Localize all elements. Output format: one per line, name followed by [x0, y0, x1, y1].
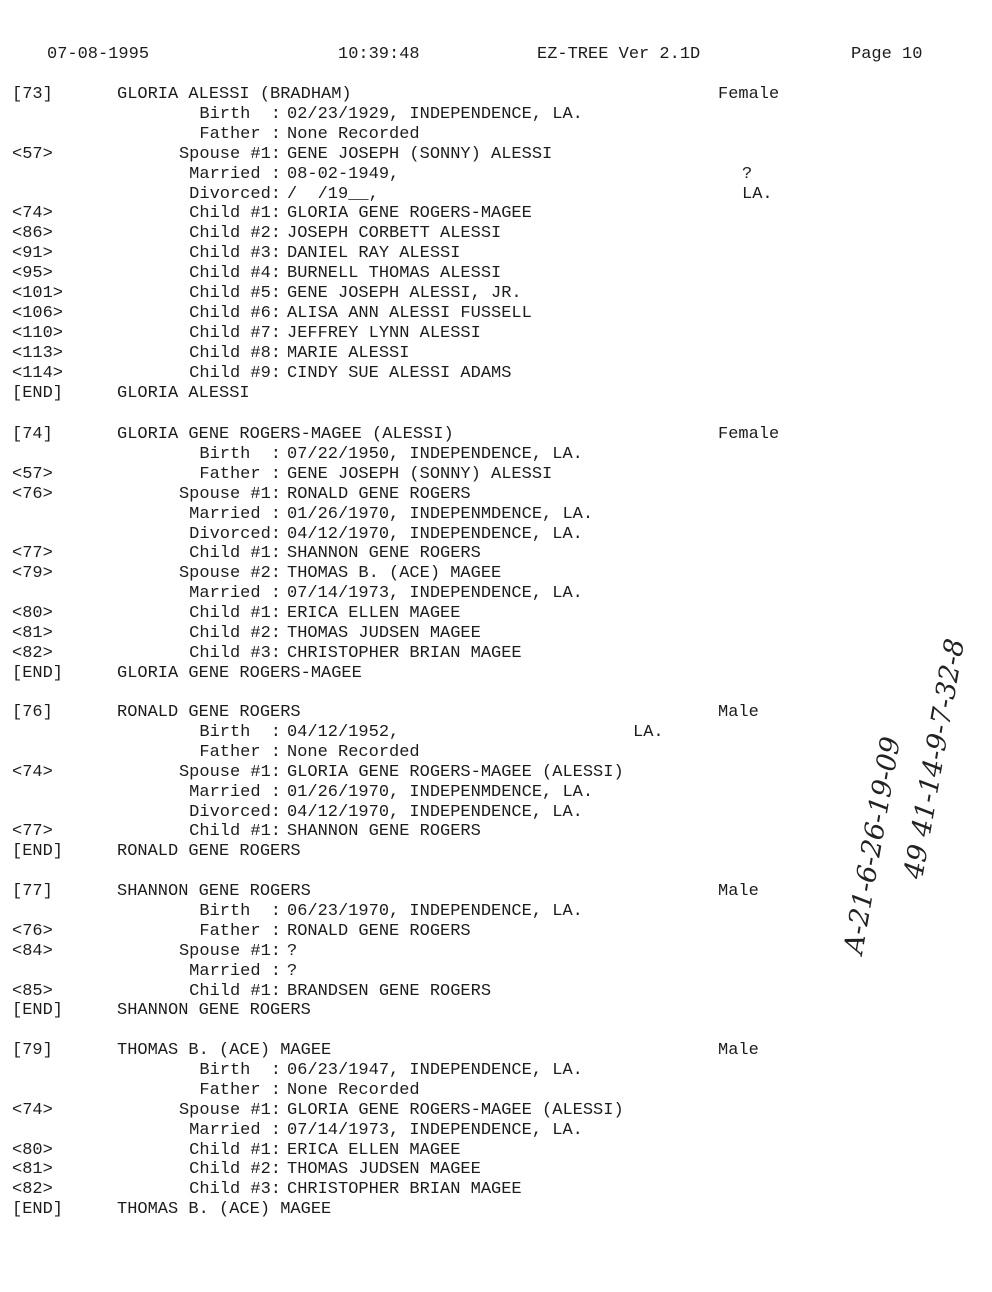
cross-reference-id: <106> — [12, 303, 64, 323]
field-value: GENE JOSEPH (SONNY) ALESSI — [287, 464, 553, 484]
field-extra: LA. — [633, 722, 664, 742]
field-value: SHANNON GENE ROGERS — [287, 822, 481, 842]
field-label: Married : — [189, 1120, 281, 1140]
field-label: Married : — [189, 504, 281, 524]
field-value: THOMAS JUDSEN MAGEE — [287, 624, 481, 643]
record-end-marker: [END] — [12, 383, 64, 403]
cross-reference-id: <77> — [12, 822, 53, 842]
field-value: THOMAS JUDSEN MAGEE — [287, 1160, 481, 1180]
field-value: GLORIA GENE ROGERS-MAGEE (ALESSI) — [287, 762, 624, 782]
field-label: Child #9: — [189, 363, 281, 383]
field-value: ERICA ELLEN MAGEE — [287, 604, 461, 624]
field-value: JOSEPH CORBETT ALESSI — [287, 224, 502, 244]
field-label: Child #8: — [189, 343, 281, 363]
field-value: GLORIA GENE ROGERS-MAGEE (ALESSI) — [287, 1100, 624, 1120]
field-label: Birth : — [199, 444, 281, 464]
field-value: CHRISTOPHER BRIAN MAGEE — [287, 643, 522, 663]
record-sex: Male — [718, 882, 759, 901]
record-end-name: RONALD GENE ROGERS — [117, 842, 301, 862]
handwritten-line-2: 49 41-14-9-7-32-8 — [898, 636, 972, 882]
field-value: ? — [287, 961, 298, 981]
field-value: 04/12/1970, INDEPENDENCE, LA. — [287, 524, 583, 544]
cross-reference-id: <82> — [12, 1180, 53, 1200]
record-name: SHANNON GENE ROGERS — [117, 882, 311, 901]
field-value: None Recorded — [287, 742, 420, 762]
field-label: Child #1: — [189, 604, 281, 624]
field-value: 07/14/1973, INDEPENDENCE, LA. — [287, 584, 583, 604]
field-label: Divorced: — [189, 802, 281, 822]
field-value: JEFFREY LYNN ALESSI — [287, 323, 481, 343]
cross-reference-id: <74> — [12, 204, 53, 224]
cross-reference-id: <80> — [12, 604, 53, 624]
field-value: 08-02-1949, — [287, 164, 400, 184]
field-label: Divorced: — [189, 524, 281, 544]
field-label: Child #1: — [189, 981, 281, 1001]
cross-reference-id: <74> — [12, 1100, 53, 1120]
record-end-name: SHANNON GENE ROGERS — [117, 1001, 311, 1021]
cross-reference-id: <81> — [12, 1160, 53, 1180]
field-label: Married : — [189, 782, 281, 802]
field-label: Child #3: — [189, 1180, 281, 1200]
cross-reference-id: <113> — [12, 343, 64, 363]
record-id: [79] — [12, 1041, 53, 1060]
field-label: Child #4: — [189, 264, 281, 284]
record-end-marker: [END] — [12, 663, 64, 683]
cross-reference-id: <91> — [12, 244, 53, 264]
record-sex: Male — [718, 703, 759, 722]
cross-reference-id: <85> — [12, 981, 53, 1001]
field-value: DANIEL RAY ALESSI — [287, 244, 461, 264]
field-label: Birth : — [199, 722, 281, 742]
field-value: 01/26/1970, INDEPENMDENCE, LA. — [287, 782, 594, 802]
record-name: GLORIA GENE ROGERS-MAGEE (ALESSI) — [117, 425, 454, 444]
field-value: 07/14/1973, INDEPENDENCE, LA. — [287, 1120, 583, 1140]
field-label: Married : — [189, 961, 281, 981]
record-id: [74] — [12, 425, 53, 444]
record-sex: Female — [718, 425, 780, 444]
field-value: 06/23/1970, INDEPENDENCE, LA. — [287, 901, 583, 921]
field-label: Child #1: — [189, 822, 281, 842]
field-label: Father : — [199, 921, 281, 941]
field-label: Father : — [199, 742, 281, 762]
record-id: [73] — [12, 85, 53, 104]
cross-reference-id: <81> — [12, 624, 53, 643]
record-end-marker: [END] — [12, 1200, 64, 1220]
field-label: Father : — [199, 1080, 281, 1100]
field-label: Child #7: — [189, 323, 281, 343]
record-name: GLORIA ALESSI (BRADHAM) — [117, 85, 352, 104]
record-id: [77] — [12, 882, 53, 901]
field-label: Divorced: — [189, 184, 281, 204]
cross-reference-id: <84> — [12, 941, 53, 961]
field-extra: LA. — [742, 184, 773, 204]
field-label: Father : — [199, 124, 281, 144]
cross-reference-id: <74> — [12, 762, 53, 782]
field-value: BURNELL THOMAS ALESSI — [287, 264, 502, 284]
field-value: ALISA ANN ALESSI FUSSELL — [287, 303, 532, 323]
field-label: Married : — [189, 584, 281, 604]
field-label: Child #2: — [189, 224, 281, 244]
record-sex: Male — [718, 1041, 759, 1060]
cross-reference-id: <101> — [12, 284, 64, 303]
field-label: Spouse #1: — [178, 484, 281, 504]
cross-reference-id: <57> — [12, 144, 53, 164]
field-label: Birth : — [199, 1060, 281, 1080]
field-label: Child #2: — [189, 1160, 281, 1180]
field-label: Child #3: — [189, 643, 281, 663]
field-value: GENE JOSEPH (SONNY) ALESSI — [287, 144, 553, 164]
cross-reference-id: <95> — [12, 264, 53, 284]
field-label: Child #5: — [189, 284, 281, 303]
record-end-name: THOMAS B. (ACE) MAGEE — [117, 1200, 332, 1220]
record-end-marker: [END] — [12, 842, 64, 862]
field-label: Child #1: — [189, 544, 281, 564]
field-label: Spouse #2: — [178, 564, 281, 584]
field-label: Birth : — [199, 901, 281, 921]
field-label: Birth : — [199, 104, 281, 124]
field-label: Spouse #1: — [178, 941, 281, 961]
field-label: Child #1: — [189, 204, 281, 224]
cross-reference-id: <76> — [12, 921, 53, 941]
field-label: Married : — [189, 164, 281, 184]
cross-reference-id: <57> — [12, 464, 53, 484]
cross-reference-id: <80> — [12, 1140, 53, 1160]
field-label: Child #3: — [189, 244, 281, 264]
field-value: None Recorded — [287, 1080, 420, 1100]
field-label: Child #6: — [189, 303, 281, 323]
record-end-name: GLORIA ALESSI — [117, 383, 250, 403]
field-value: GENE JOSEPH ALESSI, JR. — [287, 284, 522, 303]
field-value: / /19__, — [287, 184, 379, 204]
field-value: 07/22/1950, INDEPENDENCE, LA. — [287, 444, 583, 464]
field-value: 06/23/1947, INDEPENDENCE, LA. — [287, 1060, 583, 1080]
record-id: [76] — [12, 703, 53, 722]
field-value: ? — [287, 941, 298, 961]
field-value: MARIE ALESSI — [287, 343, 410, 363]
field-value: THOMAS B. (ACE) MAGEE — [287, 564, 502, 584]
field-label: Father : — [199, 464, 281, 484]
record-end-marker: [END] — [12, 1001, 64, 1021]
handwritten-line-1: A-21-6-26-19-09 — [838, 734, 908, 957]
field-value: GLORIA GENE ROGERS-MAGEE — [287, 204, 532, 224]
cross-reference-id: <86> — [12, 224, 53, 244]
field-value: 02/23/1929, INDEPENDENCE, LA. — [287, 104, 583, 124]
field-label: Spouse #1: — [178, 762, 281, 782]
record-end-name: GLORIA GENE ROGERS-MAGEE — [117, 663, 362, 683]
cross-reference-id: <77> — [12, 544, 53, 564]
field-value: BRANDSEN GENE ROGERS — [287, 981, 492, 1001]
header-time: 10:39:48 — [338, 45, 420, 64]
cross-reference-id: <82> — [12, 643, 53, 663]
cross-reference-id: <110> — [12, 323, 64, 343]
field-label: Spouse #1: — [178, 1100, 281, 1120]
header-date: 07-08-1995 — [47, 45, 150, 64]
cross-reference-id: <114> — [12, 363, 64, 383]
field-value: 01/26/1970, INDEPENMDENCE, LA. — [287, 504, 594, 524]
header-program: EZ-TREE Ver 2.1D — [537, 45, 701, 64]
record-name: THOMAS B. (ACE) MAGEE — [117, 1041, 332, 1060]
field-extra: ? — [742, 164, 753, 184]
field-value: ERICA ELLEN MAGEE — [287, 1140, 461, 1160]
cross-reference-id: <79> — [12, 564, 53, 584]
header-page: Page 10 — [851, 45, 923, 64]
field-label: Child #1: — [189, 1140, 281, 1160]
field-value: CHRISTOPHER BRIAN MAGEE — [287, 1180, 522, 1200]
field-value: SHANNON GENE ROGERS — [287, 544, 481, 564]
field-value: None Recorded — [287, 124, 420, 144]
cross-reference-id: <76> — [12, 484, 53, 504]
record-name: RONALD GENE ROGERS — [117, 703, 301, 722]
field-value: CINDY SUE ALESSI ADAMS — [287, 363, 512, 383]
field-label: Spouse #1: — [178, 144, 281, 164]
record-sex: Female — [718, 85, 780, 104]
field-value: RONALD GENE ROGERS — [287, 484, 471, 504]
field-value: 04/12/1952, — [287, 722, 400, 742]
field-value: 04/12/1970, INDEPENDENCE, LA. — [287, 802, 583, 822]
field-label: Child #2: — [189, 624, 281, 643]
field-value: RONALD GENE ROGERS — [287, 921, 471, 941]
